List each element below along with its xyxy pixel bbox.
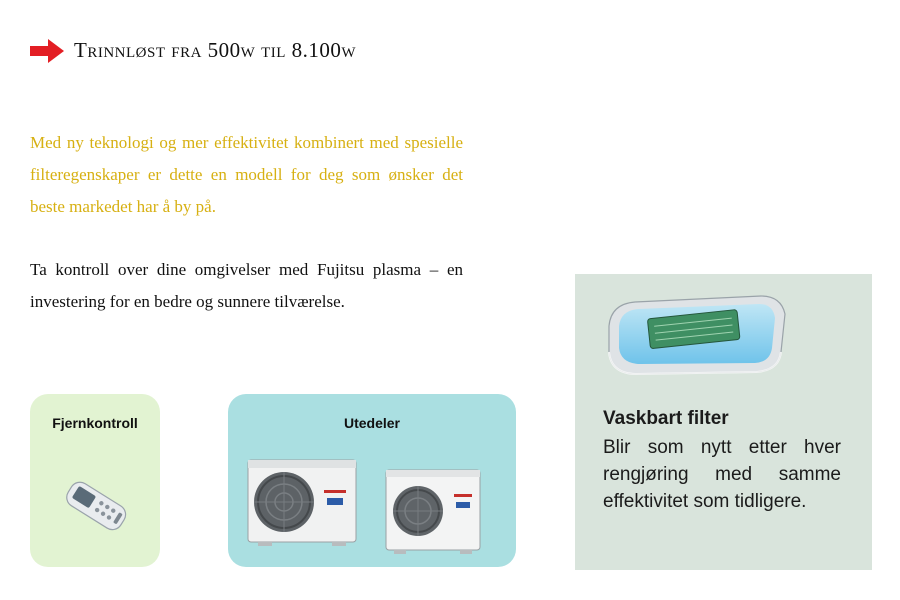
intro-paragraph: Med ny teknologi og mer effektivitet kombinert med spesielle filteregenskaper er dette en modell for deg som ønsker det beste markedet har å by på. xyxy=(30,133,463,216)
outdoor-units-label: Utedeler xyxy=(343,415,401,431)
section-heading xyxy=(30,38,356,63)
remote-control-card xyxy=(30,394,160,567)
washable-filter-description: Blir som nytt etter hver rengjøring med samme effektivitet som tidligere. xyxy=(603,437,841,512)
page-title: Trinnløst fra 500w til 8.100w xyxy=(74,38,357,62)
remote-control-icon xyxy=(30,394,160,567)
outdoor-unit-icon xyxy=(228,394,516,567)
remote-control-label: Fjernkontroll xyxy=(52,415,138,431)
washable-filter-panel xyxy=(575,274,872,570)
outdoor-units-card xyxy=(228,394,516,567)
washable-filter-title: Vaskbart filter xyxy=(603,408,729,429)
filter-tray-icon xyxy=(575,274,872,394)
red-arrow-icon xyxy=(30,39,64,63)
body-paragraph: Ta kontroll over dine omgivelser med Fujitsu plasma – en investering for en bedre og sunnere tilværelse. xyxy=(30,260,463,311)
